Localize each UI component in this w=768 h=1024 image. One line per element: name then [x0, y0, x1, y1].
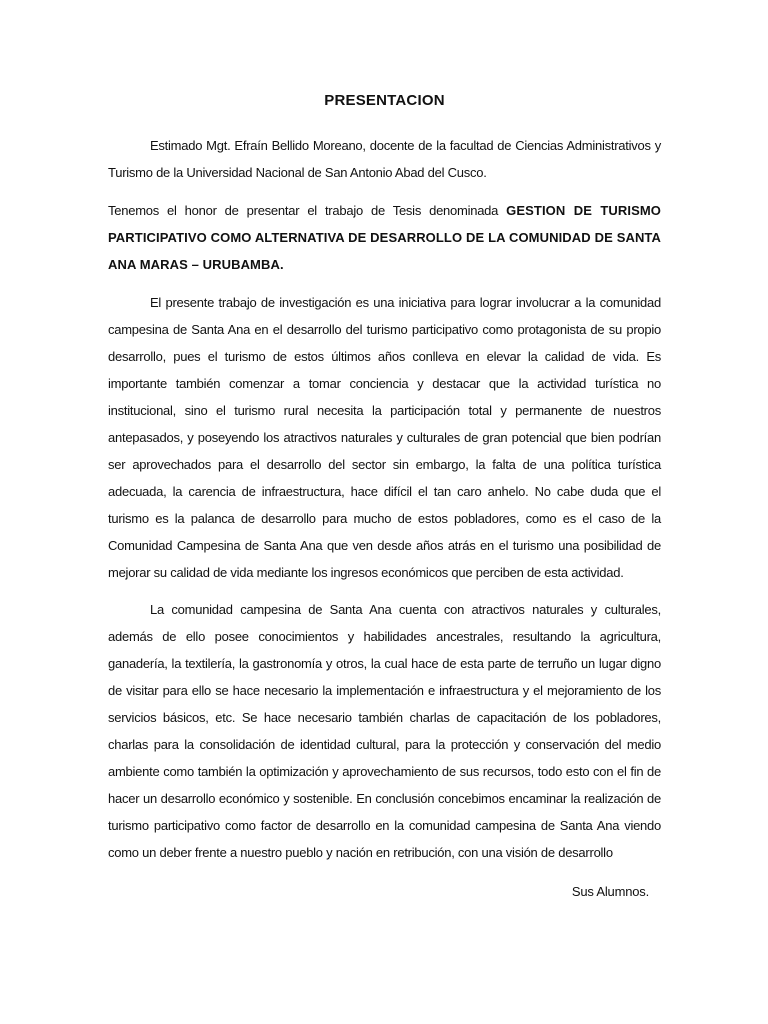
- body-paragraph-2: La comunidad campesina de Santa Ana cuenta con atractivos naturales y culturales, además de ello posee conocimientos y habilidades ancestrales, resultando la agricultura, ganadería, la textilería, la gastronomía y otros, la cual hace de esta parte de terruño un lugar digno de visitar para ello se hace necesario la implementación e infraestructura y el mejoramiento de los servicios básicos, etc. Se hace necesario también charlas de capacitación de los pobladores, charlas para la consolidación de identidad cultural, para la protección y conservación del medio ambiente como también la optimización y aprovechamiento de sus recursos, todo esto con el fin de hacer un desarrollo económico y sostenible. En conclusión concebimos encaminar la realización de turismo participativo como factor de desarrollo en la comunidad campesina de Santa Ana viendo como un deber frente a nuestro pueblo y nación en retribución, con una visión de desarrollo: [108, 602, 661, 860]
- thesis-intro-text: Tenemos el honor de presentar el trabajo de Tesis denominada: [108, 203, 507, 218]
- thesis-intro-paragraph: [108, 197, 661, 278]
- greeting-paragraph: Estimado Mgt. Efraín Bellido Moreano, docente de la facultad de Ciencias Administrativos y Turismo de la Universidad Nacional de San Antonio Abad del Cusco.: [108, 138, 661, 180]
- signature: Sus Alumnos.: [571, 884, 649, 899]
- thesis-title: GESTION DE TURISMO PARTICIPATIVO COMO ALTERNATIVA DE DESARROLLO DE LA COMUNIDAD DE SANTA ANA MARAS – URUBAMBA.: [108, 203, 661, 272]
- body-paragraph-1: El presente trabajo de investigación es una iniciativa para lograr involucrar a la comunidad campesina de Santa Ana en el desarrollo del turismo participativo como protagonista de su propio desarrollo, pues el turismo de estos últimos años conlleva en elevar la calidad de vida. Es importante también comenzar a tomar conciencia y destacar que la actividad turística no institucional, sino el turismo rural necesita la participación total y permanente de nuestros antepasados, y poseyendo los atractivos naturales y culturales de gran potencial que bien podrían ser aprovechados para el desarrollo del sector sin embargo, la falta de una política turística adecuada, la carencia de infraestructura, hace difícil el tan caro anhelo. No cabe duda que el turismo es la palanca de desarrollo para mucho de estos pobladores, como es el caso de la Comunidad Campesina de Santa Ana que ven desde años atrás en el turismo una posibilidad de mejorar su calidad de vida mediante los ingresos económicos que perciben de esta actividad.: [108, 295, 661, 580]
- document-title: PRESENTACION: [324, 92, 445, 109]
